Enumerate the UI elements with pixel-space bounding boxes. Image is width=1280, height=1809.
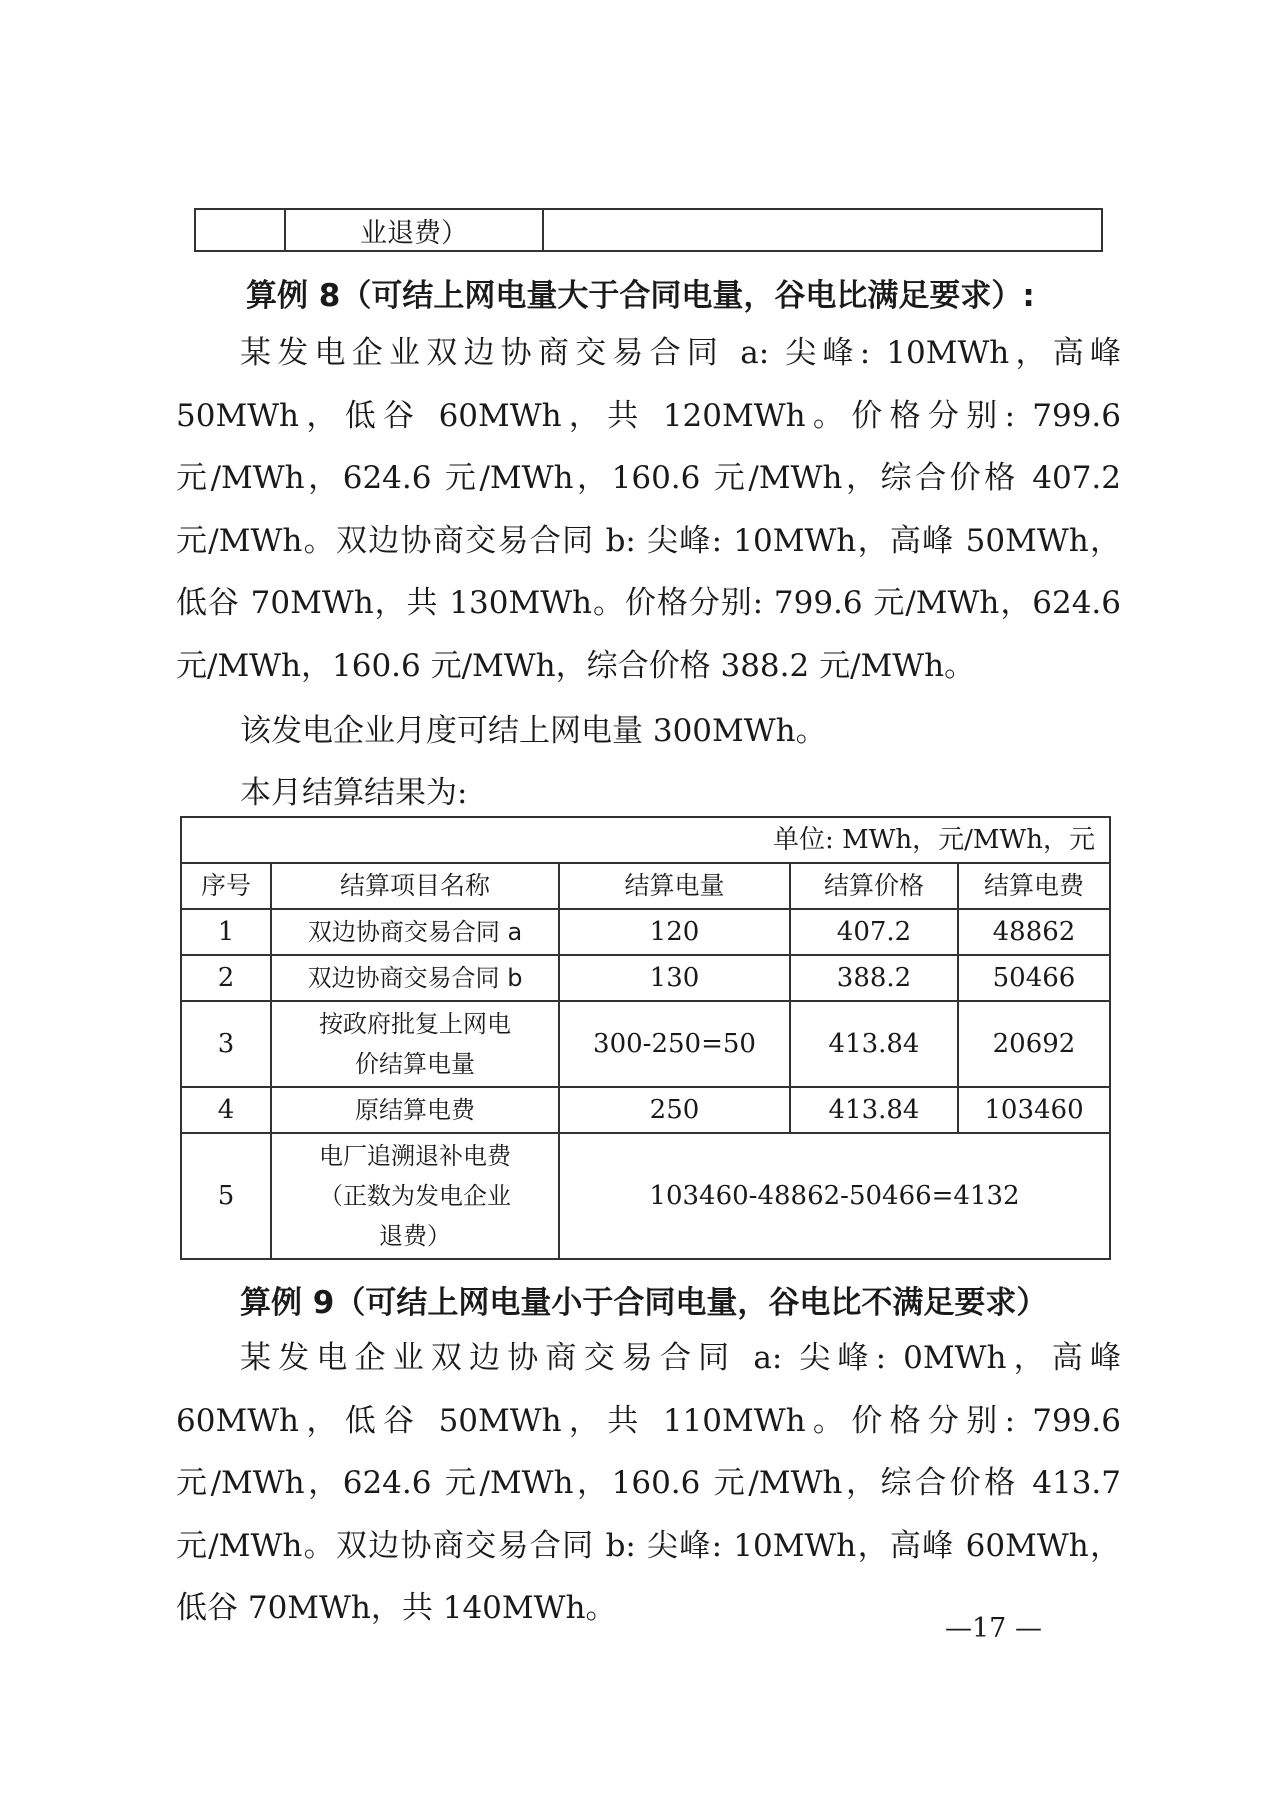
row-name: 双边协商交易合同 b bbox=[271, 955, 559, 1001]
row-fee: 48862 bbox=[958, 909, 1110, 955]
fragment-cell-text: 业退费） bbox=[285, 209, 543, 251]
row-name-line: 按政府批复上网电 bbox=[319, 1010, 511, 1038]
row-no: 1 bbox=[181, 909, 271, 955]
row-price: 407.2 bbox=[790, 909, 958, 955]
row-energy: 300-250=50 bbox=[559, 1001, 790, 1087]
settlement-table bbox=[180, 816, 1111, 1260]
table-row bbox=[181, 909, 1110, 955]
row-energy: 130 bbox=[559, 955, 790, 1001]
fragment-cell-empty-wide bbox=[543, 209, 1102, 251]
row-price: 413.84 bbox=[790, 1087, 958, 1133]
fragment-cell-empty bbox=[195, 209, 285, 251]
row-name: 双边协商交易合同 a bbox=[271, 909, 559, 955]
row-no: 4 bbox=[181, 1087, 271, 1133]
example8-heading: 算例 8（可结上网电量大于合同电量，谷电比满足要求）: bbox=[246, 278, 1035, 314]
row-name-line: 价结算电量 bbox=[355, 1050, 475, 1078]
row-name bbox=[271, 1001, 559, 1087]
header-cell-no: 序号 bbox=[181, 863, 271, 909]
example8-result-intro: 本月结算结果为: bbox=[240, 775, 468, 811]
row-no: 3 bbox=[181, 1001, 271, 1087]
header-cell-name: 结算项目名称 bbox=[271, 863, 559, 909]
row-fee: 20692 bbox=[958, 1001, 1110, 1087]
row-merged-value: 103460-48862-50466=4132 bbox=[559, 1133, 1110, 1259]
row-name-line: 电厂追溯退补电费 bbox=[319, 1142, 511, 1170]
unit-label: 单位: MWh，元/MWh，元 bbox=[181, 817, 1110, 863]
previous-table-fragment bbox=[194, 208, 1103, 252]
header-cell-fee: 结算电费 bbox=[958, 863, 1110, 909]
page-number: —17 — bbox=[945, 1613, 1042, 1644]
row-name-line: 退费） bbox=[379, 1222, 451, 1250]
row-name: 原结算电费 bbox=[271, 1087, 559, 1133]
row-no: 2 bbox=[181, 955, 271, 1001]
table-row bbox=[181, 1087, 1110, 1133]
header-cell-price: 结算价格 bbox=[790, 863, 958, 909]
table-row bbox=[181, 955, 1110, 1001]
example9-heading: 算例 9（可结上网电量小于合同电量，谷电比不满足要求） bbox=[240, 1285, 1048, 1321]
example9-paragraph: 某发电企业双边协商交易合同 a: 尖峰: 0MWh，高峰 60MWh，低谷 50MWh，共 110MWh。价格分别: 799.6 元/MWh，624.6 元/MWh，160.6 元/MWh，综合价格 413.7 元/MWh。双边协商交易合同 b: 尖峰: 10MWh，高峰 60MWh，低谷 70MWh，共 140MWh。 bbox=[176, 1340, 1121, 1626]
row-fee: 103460 bbox=[958, 1087, 1110, 1133]
row-price: 413.84 bbox=[790, 1001, 958, 1087]
row-name-line: （正数为发电企业 bbox=[319, 1182, 511, 1210]
table-row bbox=[181, 1001, 1110, 1087]
row-name bbox=[271, 1133, 559, 1259]
row-fee: 50466 bbox=[958, 955, 1110, 1001]
header-cell-energy: 结算电量 bbox=[559, 863, 790, 909]
example8-monthly-power: 该发电企业月度可结上网电量 300MWh。 bbox=[240, 713, 827, 749]
row-no: 5 bbox=[181, 1133, 271, 1259]
example8-paragraph: 某发电企业双边协商交易合同 a: 尖峰: 10MWh，高峰 50MWh，低谷 60MWh，共 120MWh。价格分别: 799.6 元/MWh，624.6 元/MWh，160.6 元/MWh，综合价格 407.2 元/MWh。双边协商交易合同 b: 尖峰: 10MWh，高峰 50MWh，低谷 70MWh，共 130MWh。价格分别: 799.6 元/MWh，624.6 元/MWh，160.6 元/MWh，综合价格 388.2 元/MWh。 bbox=[176, 335, 1121, 684]
table-row bbox=[181, 1133, 1110, 1259]
row-energy: 120 bbox=[559, 909, 790, 955]
row-energy: 250 bbox=[559, 1087, 790, 1133]
table-header-row bbox=[181, 863, 1110, 909]
row-price: 388.2 bbox=[790, 955, 958, 1001]
